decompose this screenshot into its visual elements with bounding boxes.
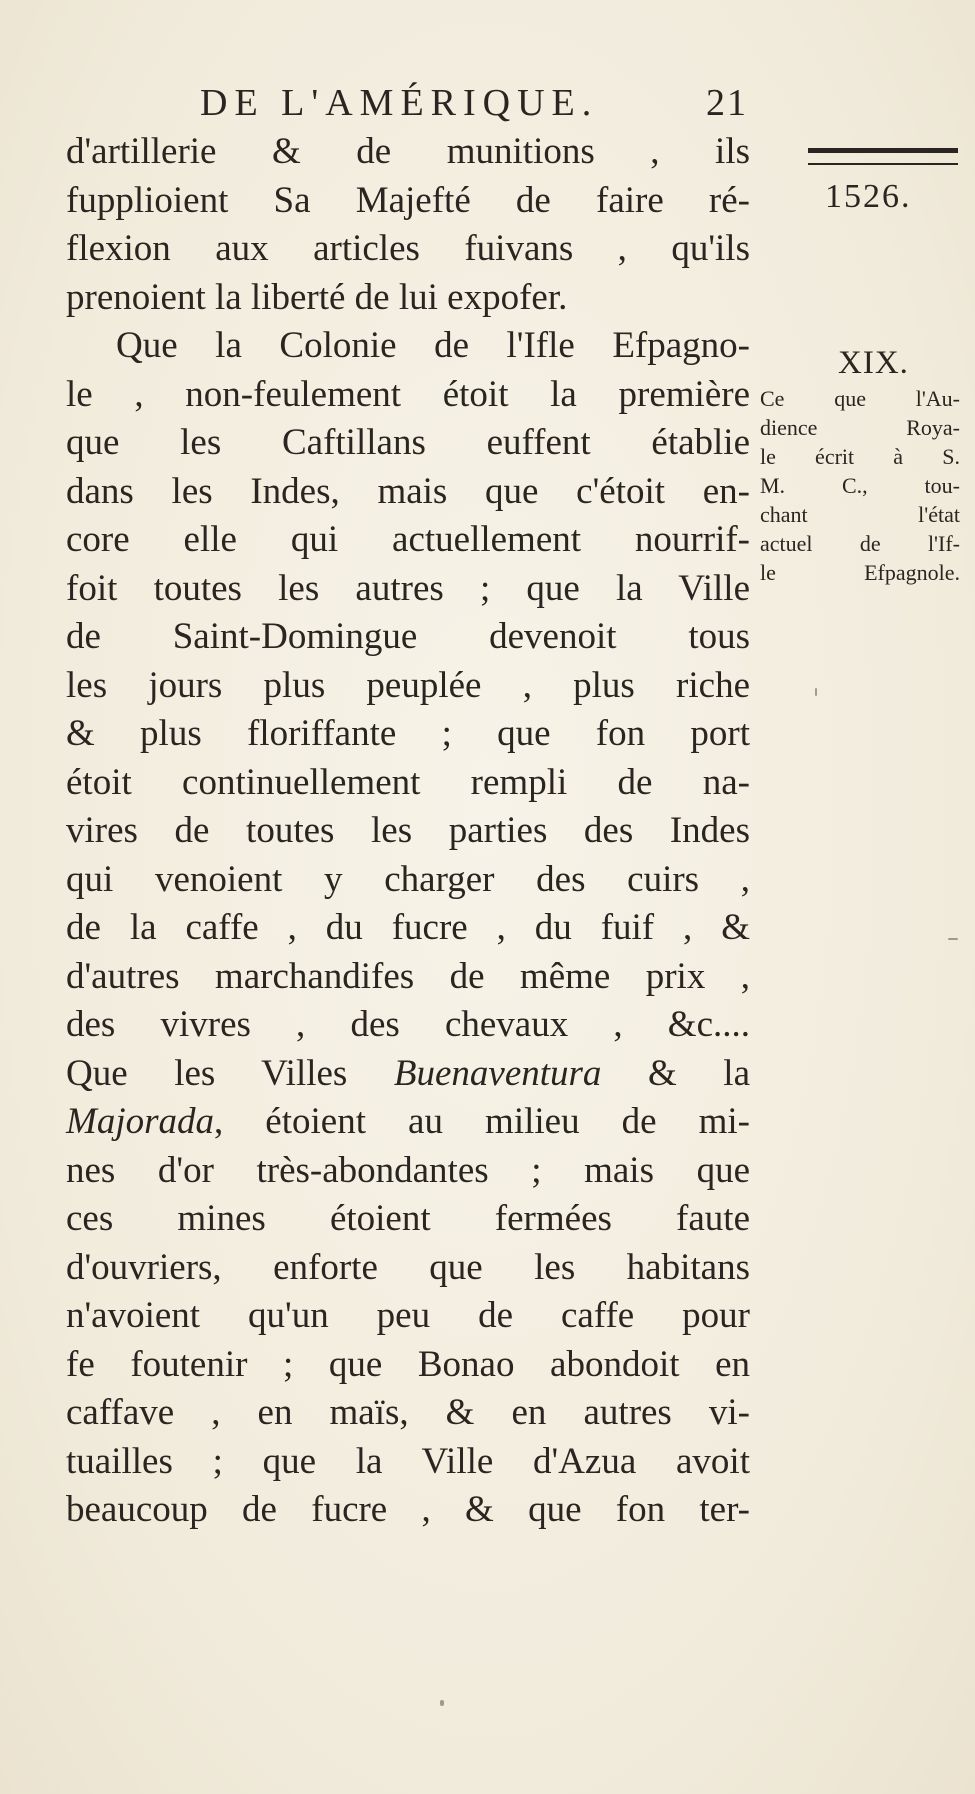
text-line: beaucoup de fucre , & que fon ter- [66,1489,750,1530]
page-header [200,78,760,128]
text-line: dans les Indes, mais que c'étoit en- [66,470,750,512]
text-line: prenoient la liberté de lui expofer. [66,276,568,318]
text-line: vires de toutes les parties des Indes [66,810,750,851]
text-segment: Que les Villes [66,1052,348,1094]
text-line: caffave , en maïs, & en autres vi- [66,1392,750,1433]
text-segment: & la [647,1052,750,1094]
margin-note-line: chant l'état [760,502,960,527]
text-line: étoit continuellement rempli de na- [66,761,750,803]
text-line-with-italics [66,1050,750,1099]
text-line: & plus floriffante ; que fon port [66,713,750,754]
paper-speck [948,938,958,940]
margin-note-line: le Efpagnole. [760,560,960,585]
page-number: 21 [706,82,748,124]
text-line: fe foutenir ; que Bonao abondoit en [66,1343,750,1385]
text-line: d'autres marchandifes de même prix , [66,955,750,997]
text-line: flexion aux articles fuivans , qu'ils [66,228,750,269]
text-line: de Saint-Domingue devenoit tous [66,616,750,657]
text-line: les jours plus peuplée , plus riche [66,664,750,706]
margin-note-line: M. C., tou- [760,473,960,498]
margin-note-line: dience Roya- [760,415,960,440]
margin-note [760,384,960,587]
text-line: d'ouvriers, enforte que les habitans [66,1246,750,1288]
body-text [66,128,750,1535]
margin-note-line: actuel de l'If- [760,531,960,556]
text-line: le , non-feulement étoit la première [66,373,750,415]
text-line: nes d'or très-abondantes ; mais que [66,1149,750,1191]
text-line: de la caffe , du fucre , du fuif , & [66,907,750,948]
text-line: fupplioient Sa Majefté de faire ré- [66,179,750,221]
text-segment: , étoient au milieu de mi- [214,1101,750,1142]
text-line: ces mines étoient fermées faute [66,1198,750,1239]
text-line: Que la Colonie de l'Ifle Efpagno- [116,325,750,366]
text-line: foit toutes les autres ; que la Ville [66,567,750,609]
margin-note-line: le écrit à S. [760,444,960,469]
margin-note-line: Ce que l'Au- [760,386,960,411]
place-name-italic: Buenaventura [393,1052,602,1094]
text-line: d'artillerie & de munitions , ils [66,131,750,172]
place-name-italic: Majorada [66,1101,214,1142]
text-line: core elle qui actuellement nourrif- [66,519,750,560]
text-line-with-italics [66,1098,750,1147]
paper-speck [815,688,817,696]
margin-ornament-rule [808,148,958,165]
text-line: qui venoient y charger des cuirs , [66,858,750,900]
section-number: XIX. [838,345,909,381]
text-line: tuailles ; que la Ville d'Azua avoit [66,1440,750,1482]
text-line: n'avoient qu'un peu de caffe pour [66,1295,750,1336]
margin-year: 1526. [825,178,912,215]
text-line: des vivres , des chevaux , &c.... [66,1004,750,1045]
paper-speck [440,1700,444,1706]
running-title: DE L'AMÉRIQUE. [200,82,599,124]
text-line: que les Caftillans euffent établie [66,422,750,463]
